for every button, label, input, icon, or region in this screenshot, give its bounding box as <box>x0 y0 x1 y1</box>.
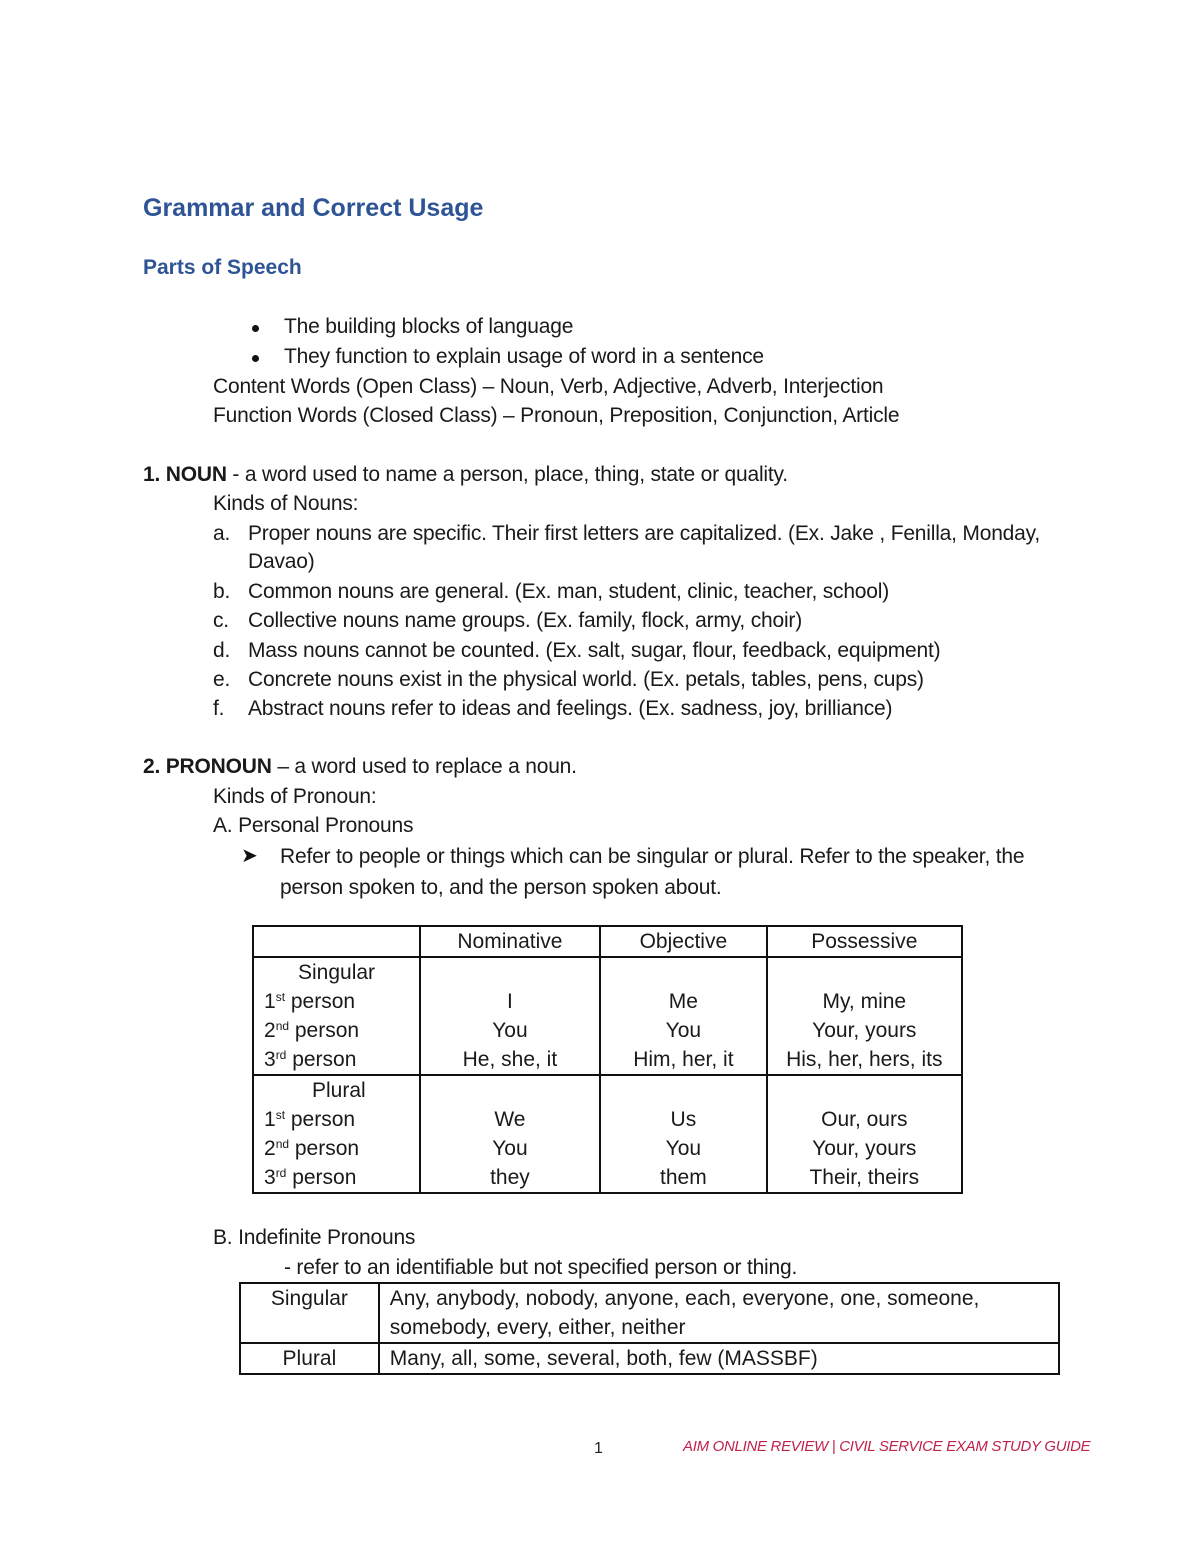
objective-cell: Us You them <box>600 1075 766 1193</box>
list-item <box>213 636 940 665</box>
function-words-line: Function Words (Closed Class) – Pronoun, Preposition, Conjunction, Article <box>213 404 900 427</box>
noun-kinds-label: Kinds of Nouns: <box>213 492 359 515</box>
possessive-cell: My, mine Your, yours His, her, hers, its <box>767 957 962 1075</box>
personal-pronouns-desc: Refer to people or things which can be singular or plural. Refer to the speaker, the <box>280 845 1025 868</box>
person-label: 1st person <box>264 1108 356 1131</box>
list-item-label: f. <box>213 697 225 720</box>
pronoun-heading-line <box>143 752 577 781</box>
pronoun-kinds-label: Kinds of Pronoun: <box>213 785 377 808</box>
pronoun-definition: – a word used to replace a noun. <box>271 755 577 778</box>
list-item <box>213 606 802 635</box>
possessive-cell: Our, ours Your, yours Their, theirs <box>767 1075 962 1193</box>
table-cell: Many, all, some, several, both, few (MASSBF) <box>379 1343 1059 1374</box>
person-label: 2nd person <box>264 1137 360 1160</box>
table-header-cell: Nominative <box>420 926 600 957</box>
bullet-item: The building blocks of language <box>284 315 574 338</box>
list-item <box>213 519 1040 548</box>
personal-pronoun-table <box>252 925 963 1194</box>
footer-text: AIM ONLINE REVIEW | CIVIL SERVICE EXAM STUDY GUIDE <box>683 1438 1091 1455</box>
page-number: 1 <box>594 1440 603 1457</box>
section-subtitle: Parts of Speech <box>143 256 302 279</box>
arrow-bullet-icon: ➤ <box>241 845 258 867</box>
indefinite-pronouns-label: B. Indefinite Pronouns <box>213 1226 416 1249</box>
nominative-cell: We You they <box>420 1075 600 1193</box>
list-item-label: a. <box>213 522 231 545</box>
list-item-label: b. <box>213 580 231 603</box>
table-row <box>240 1343 1059 1374</box>
list-item-continuation: Davao) <box>248 550 315 573</box>
table-row-label: Singular <box>240 1283 379 1343</box>
table-header-row <box>253 926 962 957</box>
table-row <box>253 1075 962 1193</box>
indefinite-pronoun-table <box>239 1282 1060 1375</box>
table-row <box>253 957 962 1075</box>
list-item-text: Collective nouns name groups. (Ex. family, flock, army, choir) <box>248 609 803 632</box>
list-item-text: Abstract nouns refer to ideas and feelings. (Ex. sadness, joy, brilliance) <box>248 697 893 720</box>
list-item-label: d. <box>213 639 231 662</box>
table-cell: Any, anybody, nobody, anyone, each, everyone, one, someone, somebody, every, either, neither <box>379 1283 1059 1343</box>
bullet-icon <box>252 325 259 332</box>
table-row <box>240 1283 1059 1343</box>
indefinite-pronouns-desc: - refer to an identifiable but not specified person or thing. <box>284 1256 798 1279</box>
noun-definition: - a word used to name a person, place, thing, state or quality. <box>226 463 788 486</box>
person-label: 1st person <box>264 990 356 1013</box>
list-item <box>213 694 892 723</box>
page-title: Grammar and Correct Usage <box>143 194 484 222</box>
noun-heading-line <box>143 460 788 489</box>
table-row-label: Plural <box>240 1343 379 1374</box>
list-item-label: c. <box>213 609 229 632</box>
list-item-text: Mass nouns cannot be counted. (Ex. salt, sugar, flour, feedback, equipment) <box>248 639 941 662</box>
personal-pronouns-label: A. Personal Pronouns <box>213 814 414 837</box>
list-item <box>213 577 889 606</box>
list-item-label: e. <box>213 668 231 691</box>
table-row-label <box>253 957 420 1075</box>
table-row-label <box>253 1075 420 1193</box>
person-label: 3rd person <box>264 1048 357 1071</box>
person-label: 2nd person <box>264 1019 360 1042</box>
list-item-text: Proper nouns are specific. Their first letters are capitalized. (Ex. Jake , Fenilla, Monday, <box>248 522 1041 545</box>
pronoun-heading: 2. PRONOUN <box>143 755 272 778</box>
personal-pronouns-desc-cont: person spoken to, and the person spoken about. <box>280 876 722 899</box>
bullet-item: They function to explain usage of word in a sentence <box>284 345 764 368</box>
nominative-cell: I You He, she, it <box>420 957 600 1075</box>
list-item-text: Concrete nouns exist in the physical world. (Ex. petals, tables, pens, cups) <box>248 668 924 691</box>
content-words-line: Content Words (Open Class) – Noun, Verb, Adjective, Adverb, Interjection <box>213 375 884 398</box>
noun-heading: 1. NOUN <box>143 463 227 486</box>
group-label: Plural <box>312 1079 366 1102</box>
person-label: 3rd person <box>264 1166 357 1189</box>
objective-cell: Me You Him, her, it <box>600 957 766 1075</box>
list-item-text: Common nouns are general. (Ex. man, student, clinic, teacher, school) <box>248 580 890 603</box>
table-header-cell <box>253 926 420 957</box>
list-item <box>213 665 924 694</box>
bullet-icon <box>252 355 259 362</box>
table-header-cell: Possessive <box>767 926 962 957</box>
group-label: Singular <box>298 961 376 984</box>
table-header-cell: Objective <box>600 926 766 957</box>
